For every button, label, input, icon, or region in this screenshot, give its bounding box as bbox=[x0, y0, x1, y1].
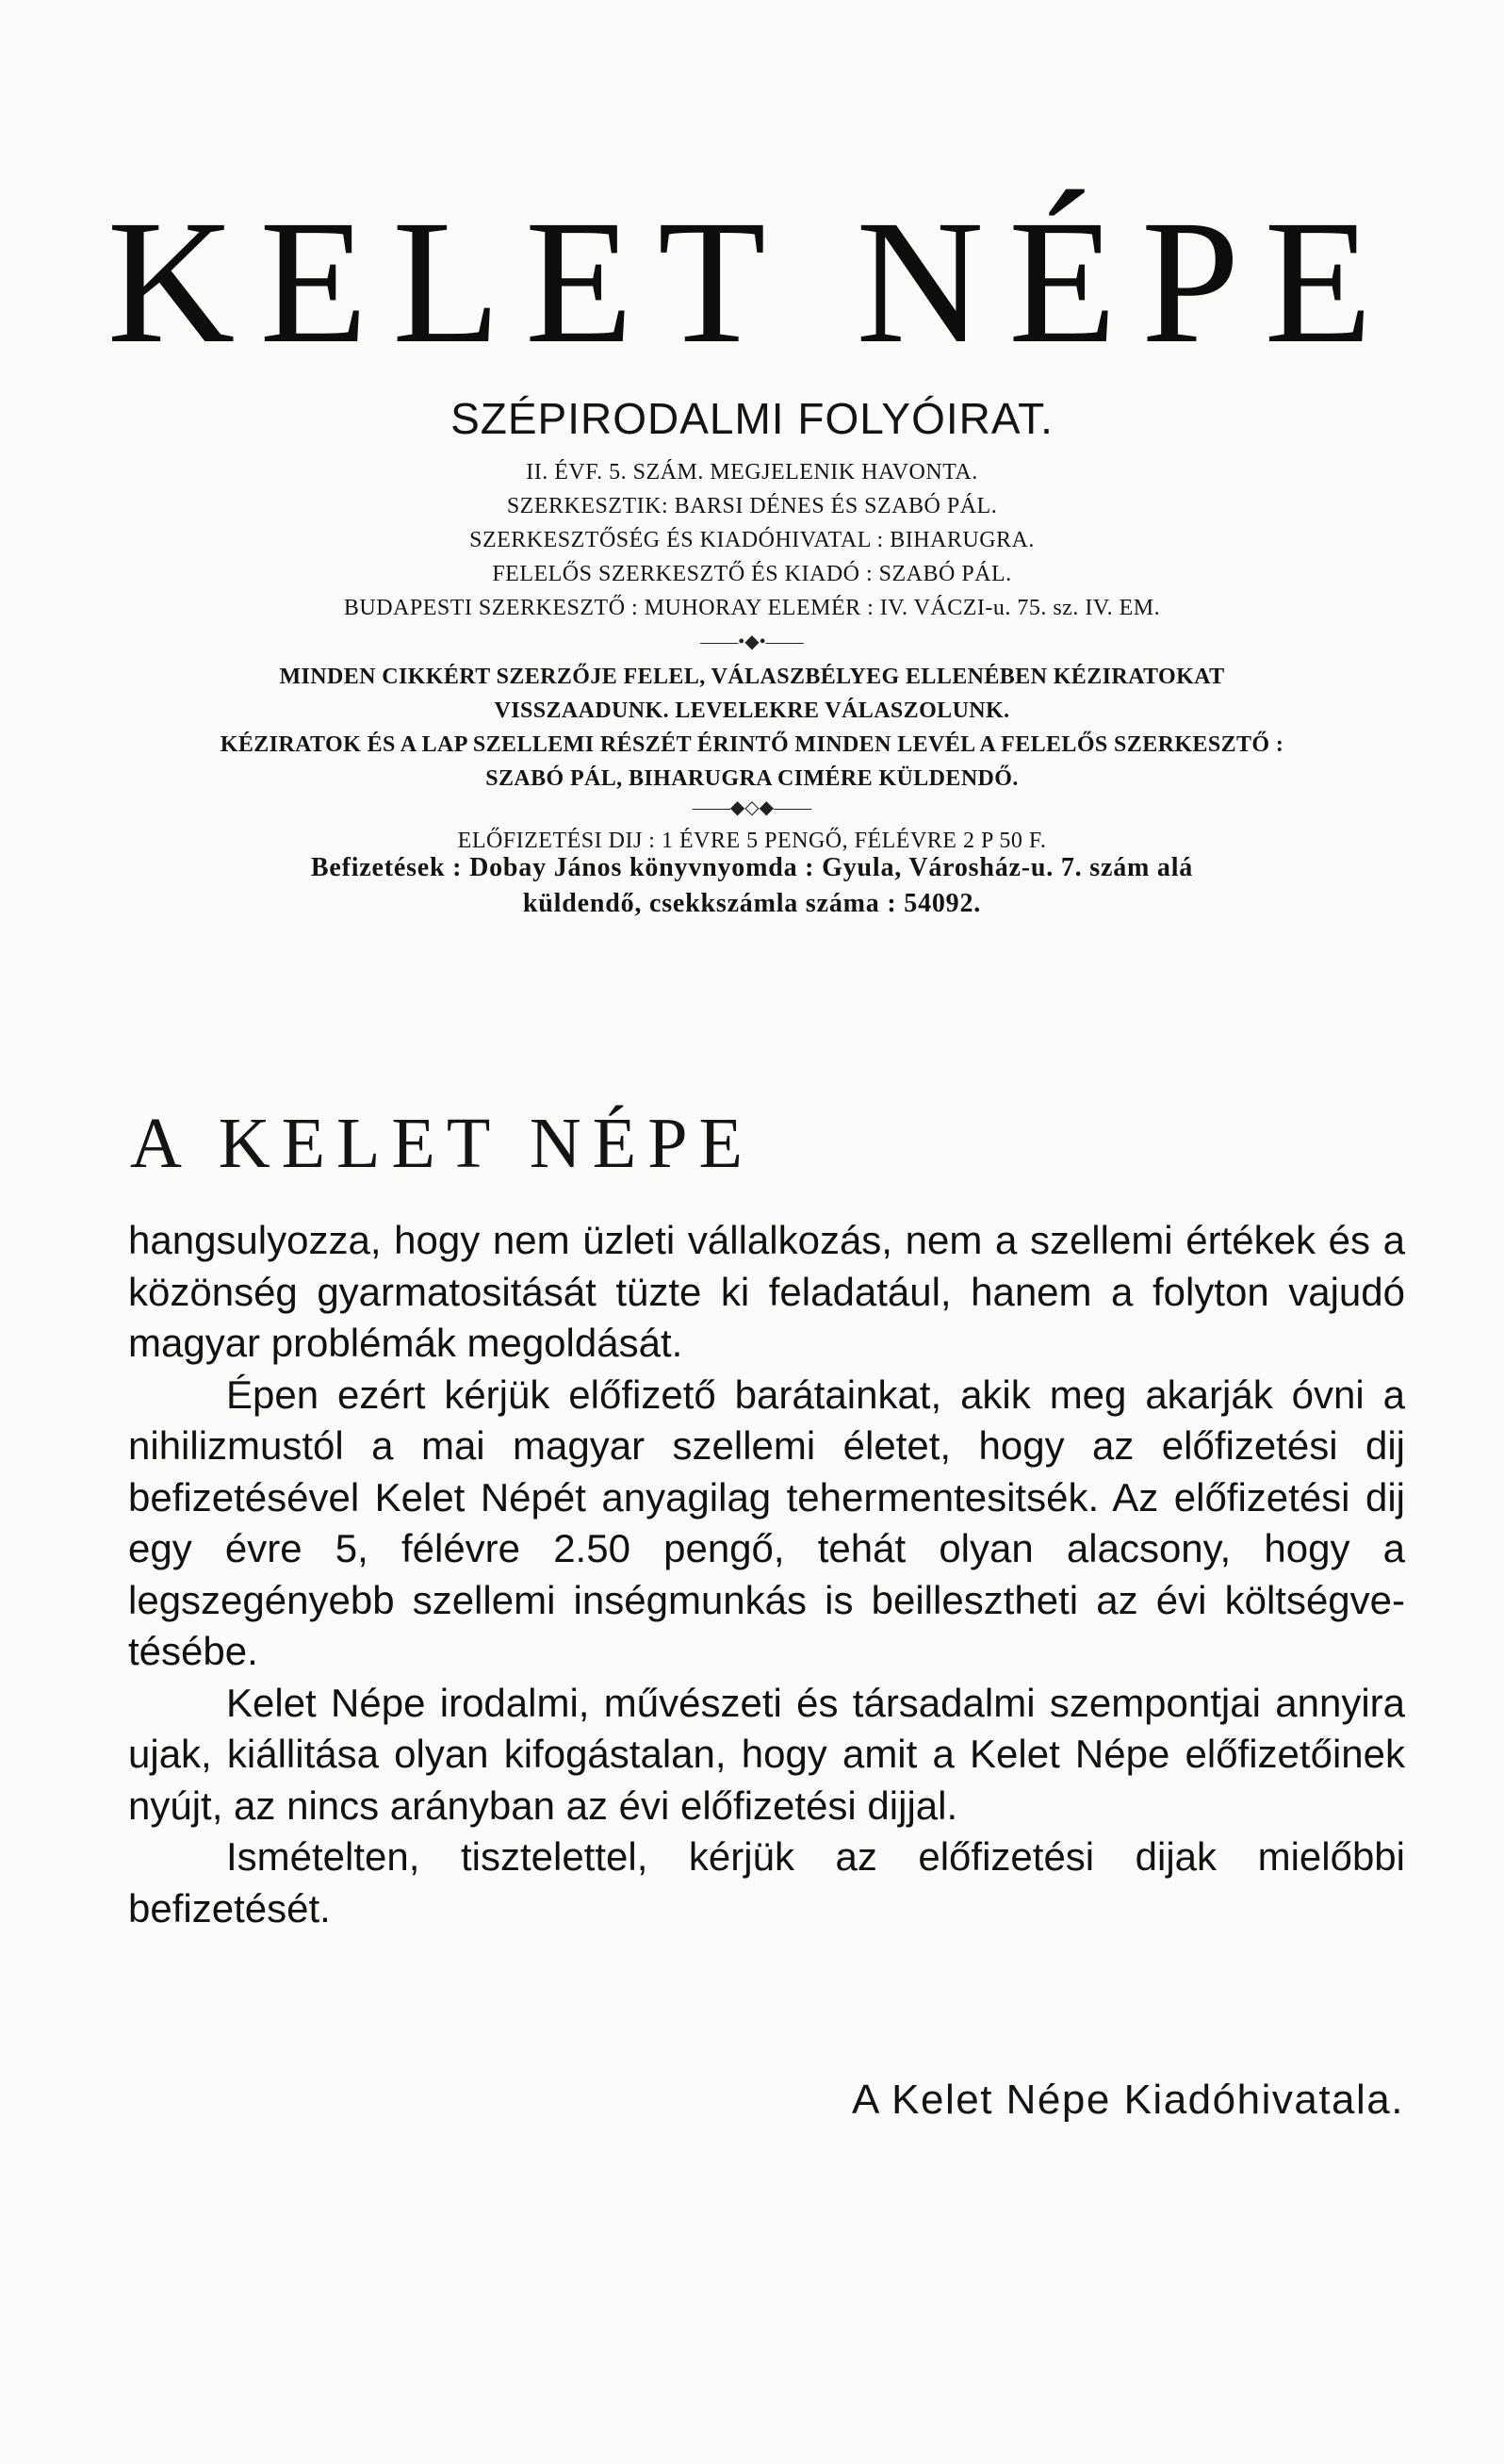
article-body bbox=[128, 1215, 1405, 1934]
article-paragraph: Épen ezért kérjük előfizető barátainkat, akik meg akarják óvni a nihilizmustól a mai magyar szellemi életet, hogy az előfizetési dij befizetésével Kelet Népét anyagilag tehermentesitsék. Az előfizetési dij egy évre 5, félévre 2.50 pengő, tehát olyan alacsony, hogy a legszegényebb szellemi inségmunkás is beillesztheti az évi költségve-tésébe. bbox=[128, 1372, 1405, 1673]
info-line-budapest-editor: BUDAPESTI SZERKESZTŐ : MUHORAY ELEMÉR : IV. VÁCZI-u. 75. sz. IV. EM. bbox=[343, 596, 1161, 620]
ornament-divider-icon: ——•◆•—— bbox=[700, 632, 804, 652]
notice-line: SZABÓ PÁL, BIHARUGRA CIMÉRE KÜLDENDŐ. bbox=[485, 766, 1019, 791]
article-paragraph: Ismételten, tisztelettel, kérjük az előfizetési dijak mielőbbi befizetését. bbox=[128, 1834, 1405, 1930]
info-line-responsible-editor: FELELŐS SZERKESZTŐ ÉS KIADÓ : SZABÓ PÁL. bbox=[492, 562, 1012, 586]
payment-info-line: Befizetések : Dobay János könyvnyomda : Gyula, Városház-u. 7. szám alá bbox=[310, 853, 1194, 882]
info-line-issue: II. ÉVF. 5. SZÁM. MEGJELENIK HAVONTA. bbox=[526, 460, 978, 485]
ornament-divider-icon: ——◆◇◆—— bbox=[692, 797, 812, 818]
subscription-price: ELŐFIZETÉSI DIJ : 1 ÉVRE 5 PENGŐ, FÉLÉVRE 2 P 50 F. bbox=[457, 829, 1047, 853]
article-paragraph: Kelet Népe irodalmi, művészeti és társadalmi szempontjai annyira ujak, kiállitása olyan kifogástalan, hogy amit a Kelet Népe előfizetőinek nyújt, az nincs arányban az évi előfizetési dijjal. bbox=[128, 1680, 1405, 1828]
info-line-editors: SZERKESZTIK: BARSI DÉNES ÉS SZABÓ PÁL. bbox=[506, 494, 998, 518]
masthead-title: KELET NÉPE bbox=[106, 183, 1398, 380]
article-paragraph: hangsulyozza, hogy nem üzleti vállalkozás, nem a szellemi értékek és a közönség gyarmatositását tüzte ki feladatául, hanem a folyton vajudó magyar problémák megoldását. bbox=[128, 1218, 1405, 1365]
article-heading: A KELET NÉPE bbox=[130, 1104, 754, 1183]
notice-line: KÉZIRATOK ÉS A LAP SZELLEMI RÉSZÉT ÉRINTŐ MINDEN LEVÉL A FELELŐS SZERKESZTŐ : bbox=[220, 732, 1284, 757]
payment-info-line: küldendő, csekkszámla száma : 54092. bbox=[522, 889, 982, 918]
notice-line: VISSZAADUNK. LEVELEKRE VÁLASZOLUNK. bbox=[494, 698, 1010, 723]
info-line-office: SZERKESZTŐSÉG ÉS KIADÓHIVATAL : BIHARUGRA. bbox=[469, 528, 1035, 552]
masthead-subtitle: SZÉPIRODALMI FOLYÓIRAT. bbox=[450, 394, 1054, 443]
article-signature: A Kelet Népe Kiadóhivatala. bbox=[852, 2077, 1404, 2123]
notice-line: MINDEN CIKKÉRT SZERZŐJE FELEL, VÁLASZBÉLYEG ELLENÉBEN KÉZIRATOKAT bbox=[279, 665, 1225, 689]
